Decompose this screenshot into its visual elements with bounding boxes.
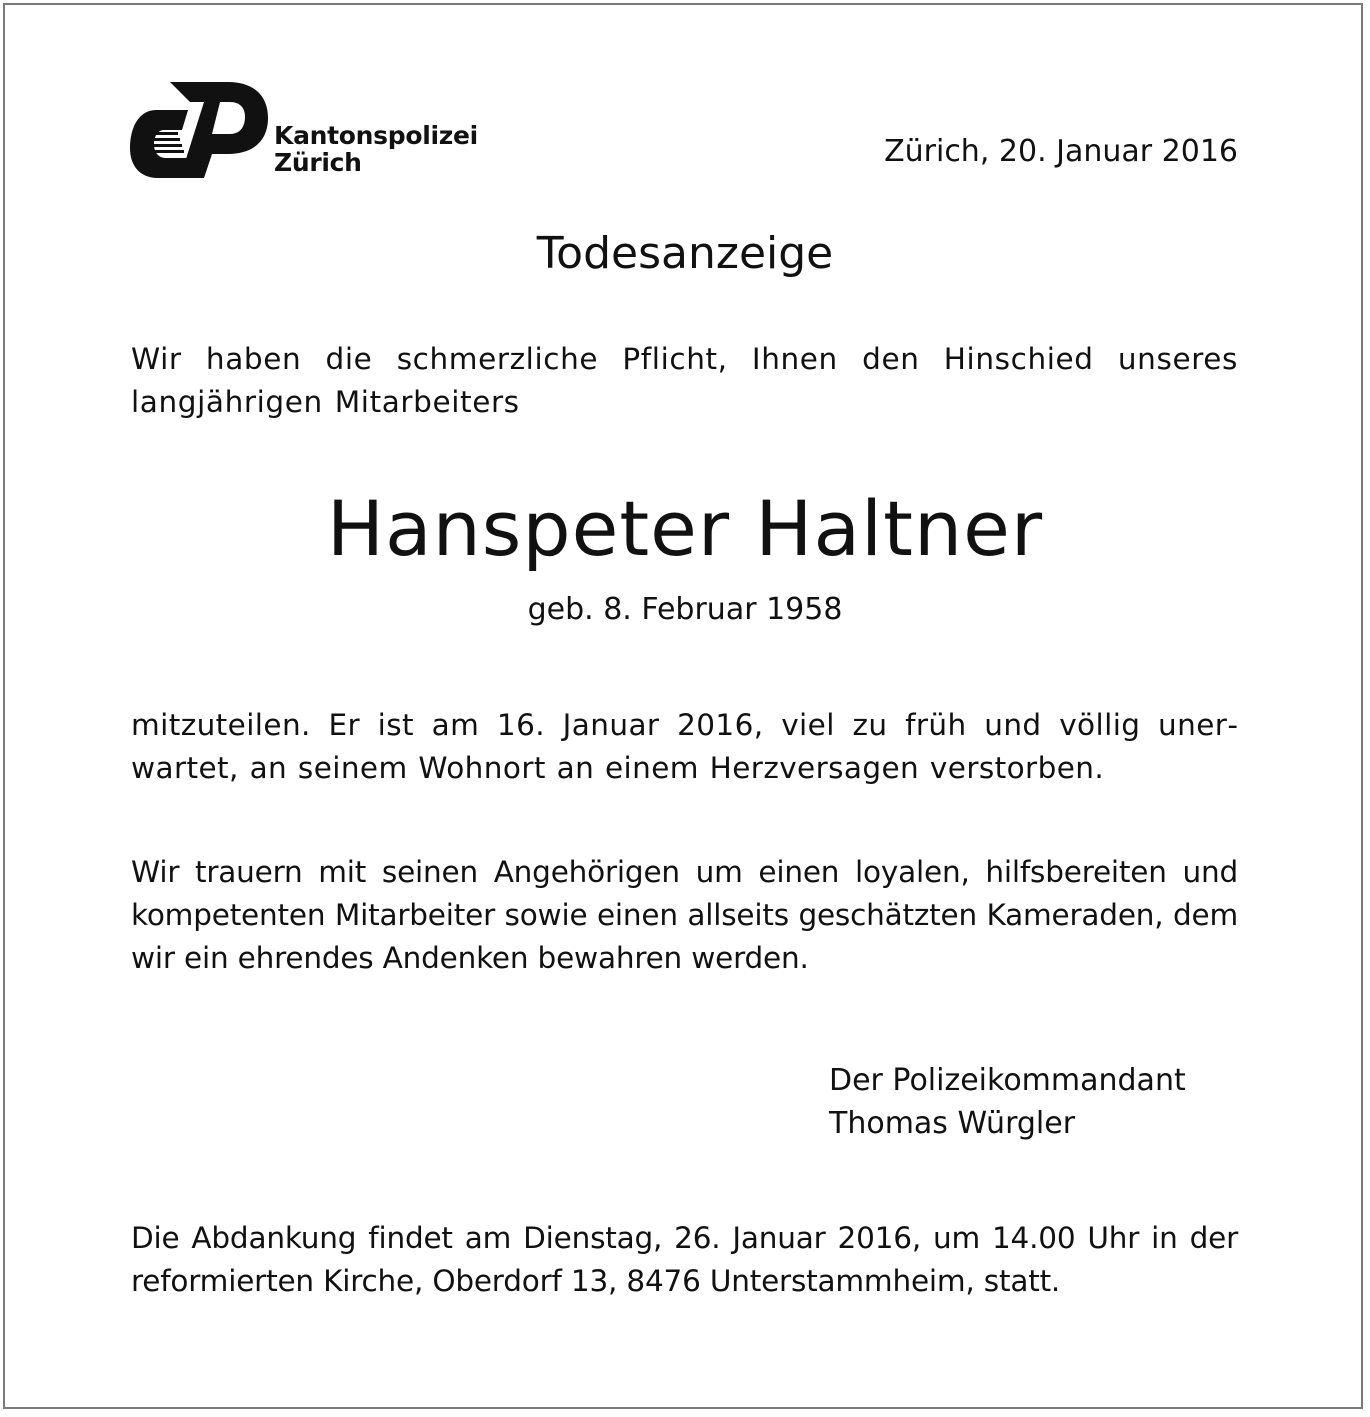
page-title: Todesanzeige <box>536 228 834 279</box>
announcement-paragraph: mitzuteilen. Er ist am 16. Januar 2016, viel zu früh und völlig unerwartet, an seinem Wohnort an einem Herzversagen verstorben. <box>131 708 1238 785</box>
police-logo <box>130 80 530 190</box>
funeral-paragraph: Die Abdankung findet am Dienstag, 26. Januar 2016, um 14.00 Uhr in der reformierten Kirche, Oberdorf 13, 8476 Unterstammheim, statt. <box>131 1221 1238 1298</box>
signature-role: Der Polizeikommandant <box>829 1063 1186 1098</box>
intro-paragraph: Wir haben die schmerzliche Pflicht, Ihnen den Hinschied unseres langjährigen Mitarbeiters <box>131 342 1238 419</box>
signature-block <box>829 1059 1186 1145</box>
mourning-paragraph: Wir trauern mit seinen Angehörigen um einen loyalen, hilfsbereiten und kompetenten Mitarbeiter sowie einen allseits geschätzten Kameraden, dem wir ein ehrendes Andenken bewahren werden. <box>131 855 1238 975</box>
deceased-name: Hanspeter Haltner <box>326 484 1044 573</box>
signature-name: Thomas Würgler <box>829 1106 1076 1141</box>
date-line: Zürich, 20. Januar 2016 <box>884 134 1238 169</box>
kapo-emblem-icon <box>130 80 270 180</box>
logo-text <box>274 122 478 176</box>
logo-line-1: Kantonspolizei <box>274 121 478 150</box>
logo-line-2: Zürich <box>274 148 362 177</box>
birth-date: geb. 8. Februar 1958 <box>527 592 843 627</box>
